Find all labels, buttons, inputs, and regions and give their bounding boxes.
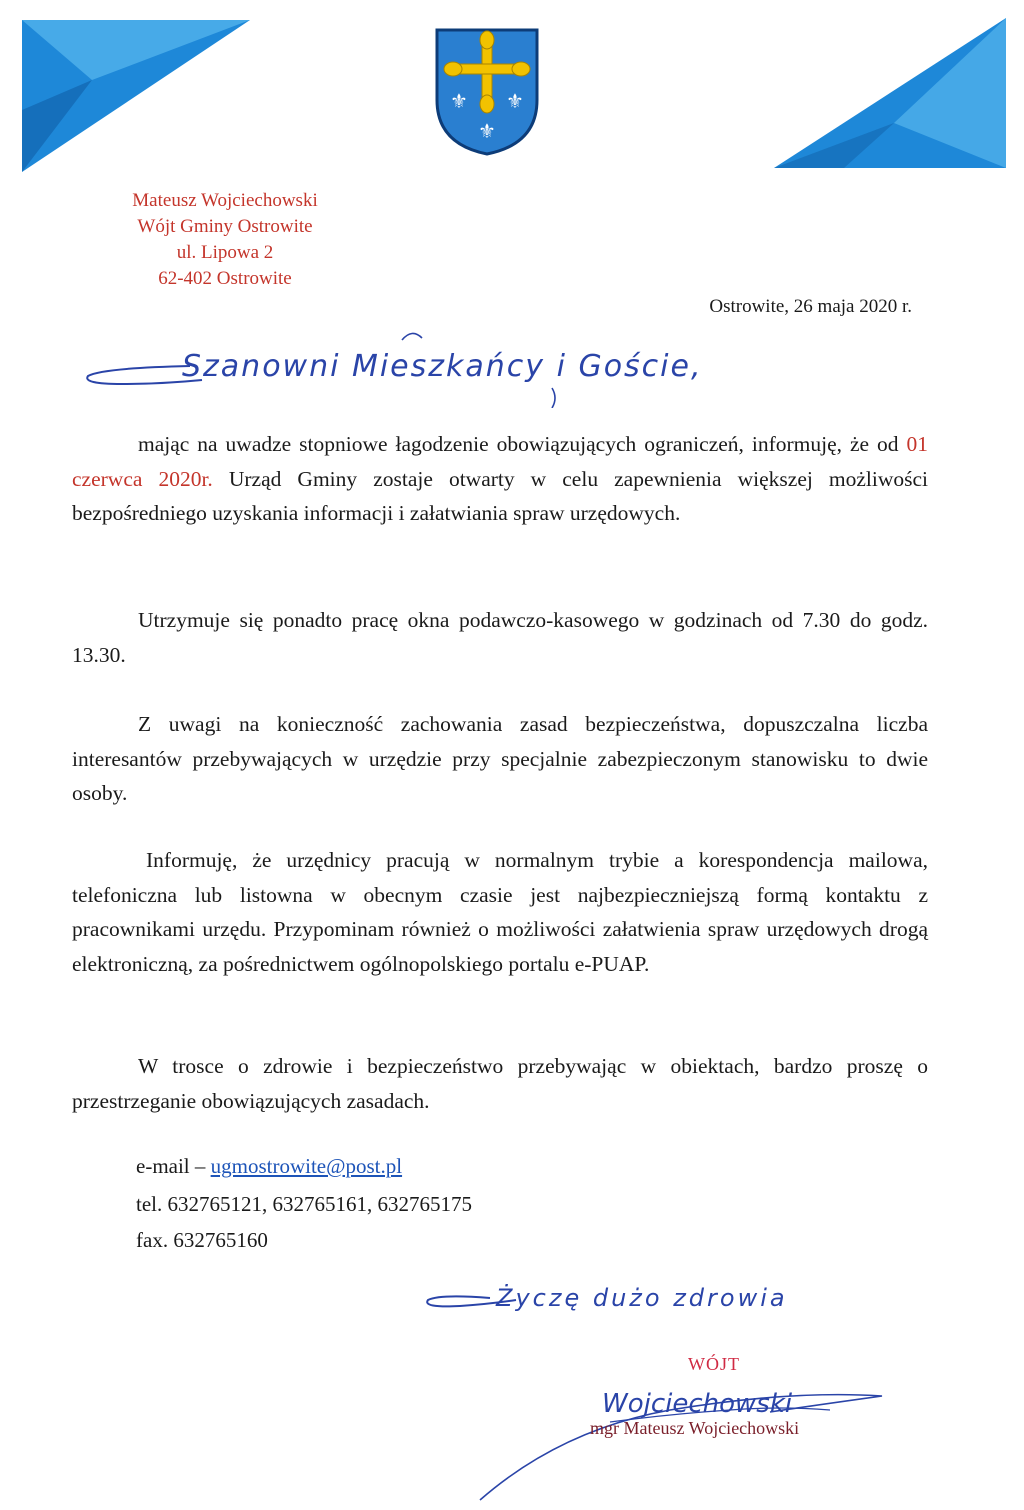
paragraph-5: W trosce o zdrowie i bezpieczeństwo przebywając w obiektach, bardzo proszę o przestrzeganie obowiązujących zasadach. (72, 1054, 928, 1113)
paragraph-1-end: Urząd Gminy zostaje otwarty w celu zapewnienia większej możliwości bezpośredniego uzyskania informacji i załatwiania spraw urzędowych. (72, 466, 929, 525)
paragraph-4: Informuję, że urzędnicy pracują w normalnym trybie a korespondencja mailowa, telefoniczna lub listowna w obecnym czasie jest najbezpieczniejszą formą kontaktu z pracownikami urzędu. Przypominam również o możliwości załatwienia spraw urzędowych drogą elektroniczną, za pośrednictwem ogólnopolskiego portalu e-PUAP. (72, 848, 928, 976)
opening-date: 01 czerwca 2020r. (72, 432, 928, 491)
top-right-decoration (774, 18, 1006, 168)
sender-block (60, 188, 390, 292)
paragraph-1-start: mając na uwadze stopniowe łagodzenie obowiązujących ograniczeń, informuję, że od (138, 432, 907, 456)
phone-line: tel. 632765121, 632765161, 632765175 (136, 1192, 472, 1216)
sender-street: ul. Lipowa 2 (176, 242, 274, 263)
email-label: e-mail – (136, 1154, 211, 1178)
handwritten-greeting (82, 318, 802, 408)
top-left-decoration (22, 20, 252, 180)
signature-title: WÓJT (688, 1354, 740, 1374)
signature-name: mgr Mateusz Wojciechowski (590, 1418, 800, 1438)
svg-text:⚜: ⚜ (450, 89, 468, 113)
paragraph-3: Z uwagi na konieczność zachowania zasad bezpieczeństwa, dopuszczalna liczba interesantów przebywających w urzędzie przy specjalnie zabezpieczonym stanowisku to dwie osoby. (72, 712, 928, 805)
handwritten-wishes (420, 1266, 920, 1336)
email-link[interactable]: ugmostrowite@post.pl (210, 1154, 403, 1178)
sender-role: Wójt Gminy Ostrowite (137, 216, 313, 237)
email-line (136, 1148, 402, 1184)
greeting-text: Szanowni Mieszkańcy i Goście, (182, 349, 703, 384)
fax-line: fax. 632765160 (136, 1228, 268, 1252)
paragraph-1 (72, 427, 928, 531)
wishes-text: Życzę dużo zdrowia (496, 1284, 788, 1312)
letter-date: Ostrowite, 26 maja 2020 r. (709, 296, 912, 317)
signature-scribble: Wojciechowski (602, 1389, 793, 1419)
svg-text:⚜: ⚜ (478, 119, 496, 143)
svg-text:⚜: ⚜ (506, 89, 524, 113)
sender-name: Mateusz Wojciechowski (132, 190, 318, 211)
paragraph-2: Utrzymuje się ponadto pracę okna podawczo-kasowego w godzinach od 7.30 do godz. 13.30. (72, 608, 928, 667)
coat-of-arms-icon (433, 26, 541, 156)
sender-postal-city: 62-402 Ostrowite (158, 268, 292, 289)
